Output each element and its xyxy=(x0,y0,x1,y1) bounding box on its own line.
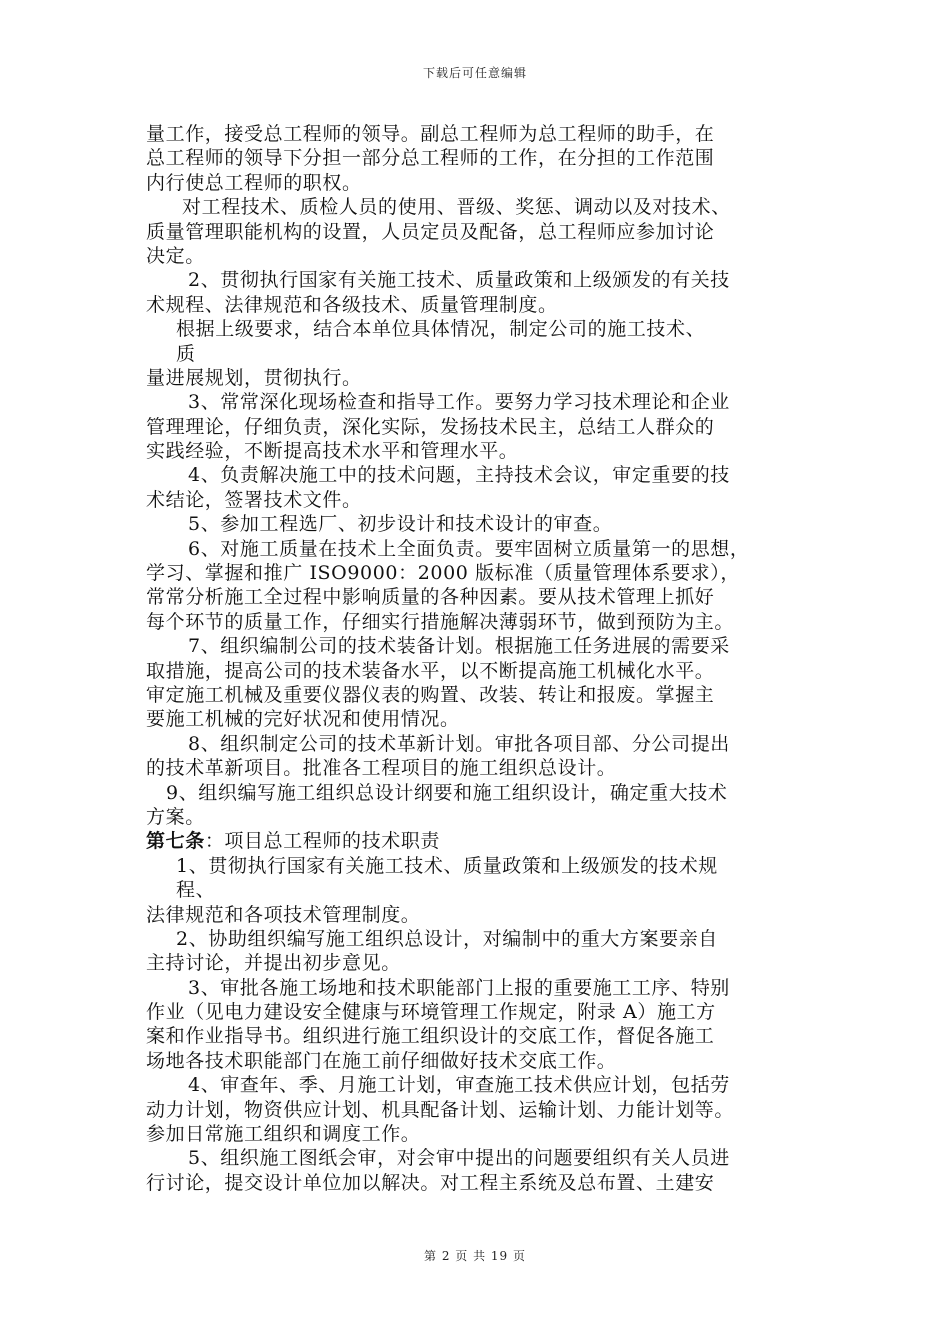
text-line-content: 量进展规划，贯彻执行。 xyxy=(146,366,362,389)
text-line xyxy=(146,1000,814,1024)
text-line-content: 管理理论，仔细负责，深化实际，发扬技术民主，总结工人群众的 xyxy=(146,415,715,438)
text-line xyxy=(146,561,814,585)
text-line-content: 主持讨论，并提出初步意见。 xyxy=(146,952,401,975)
text-line xyxy=(146,195,814,219)
text-line xyxy=(146,732,814,756)
text-line xyxy=(146,293,814,317)
text-line xyxy=(146,220,814,244)
text-line xyxy=(146,610,814,634)
text-line-content: 决定。 xyxy=(146,244,205,267)
text-line-content: 2、贯彻执行国家有关施工技术、质量政策和上级颁发的有关技 xyxy=(188,269,730,292)
text-line xyxy=(146,1024,814,1048)
text-line-content: 5、组织施工图纸会审，对会审中提出的问题要组织有关人员进 xyxy=(188,1147,730,1170)
text-line-content: 3、审批各施工场地和技术职能部门上报的重要施工工序、特别 xyxy=(188,976,730,999)
text-line-content: 取措施，提高公司的技术装备水平，以不断提高施工机械化水平。 xyxy=(146,659,715,682)
text-line-content: 法律规范和各项技术管理制度。 xyxy=(146,903,421,926)
text-line xyxy=(146,122,814,146)
text-line xyxy=(146,756,814,780)
text-line-content: 根据上级要求，结合本单位具体情况，制定公司的施工技术、 xyxy=(176,318,706,341)
page-footer: 第 2 页 共 19 页 xyxy=(424,1249,526,1263)
text-line-content: 程、 xyxy=(176,879,216,902)
text-line-content: 审定施工机械及重要仪器仪表的购置、改装、转让和报废。掌握主 xyxy=(146,683,715,706)
text-line-content: 内行使总工程师的职权。 xyxy=(146,171,362,194)
section-heading xyxy=(146,829,814,853)
text-line xyxy=(146,488,814,512)
text-line-content: 学习、掌握和推广 ISO9000：2000 版标准（质量管理体系要求）， xyxy=(146,562,740,585)
text-line-content: 参加日常施工组织和调度工作。 xyxy=(146,1123,421,1146)
text-line xyxy=(146,463,814,487)
text-line xyxy=(146,537,814,561)
text-line-content: 8、组织制定公司的技术革新计划。审批各项目部、分公司提出 xyxy=(188,732,730,755)
text-line xyxy=(146,659,814,683)
text-line-content: 9、组织编写施工组织总设计纲要和施工组织设计，确定重大技术 xyxy=(166,781,728,804)
text-line xyxy=(146,951,814,975)
text-line xyxy=(146,805,814,829)
text-line xyxy=(146,976,814,1000)
document-body xyxy=(146,122,814,1195)
text-line xyxy=(146,1073,814,1097)
text-line-content: 总工程师的领导下分担一部分总工程师的工作，在分担的工作范围 xyxy=(146,147,715,170)
text-line xyxy=(146,585,814,609)
text-line-content: 5、参加工程选厂、初步设计和技术设计的审查。 xyxy=(188,513,613,536)
text-line-content: 常常分析施工全过程中影响质量的各种因素。要从技术管理上抓好 xyxy=(146,586,715,609)
text-line xyxy=(146,317,814,341)
text-line xyxy=(146,1146,814,1170)
text-line xyxy=(146,878,814,902)
text-line xyxy=(146,781,814,805)
text-line xyxy=(146,390,814,414)
text-line-content: 每个环节的质量工作，仔细实行措施解决薄弱环节，做到预防为主。 xyxy=(146,610,735,633)
text-line-content: 动力计划，物资供应计划、机具配备计划、运输计划、力能计划等。 xyxy=(146,1098,735,1121)
section-heading-label: 第七条 xyxy=(146,830,205,853)
text-line xyxy=(146,171,814,195)
text-line-content: ：项目总工程师的技术职责 xyxy=(204,830,441,853)
text-line xyxy=(146,268,814,292)
text-line-content: 1、贯彻执行国家有关施工技术、质量政策和上级颁发的技术规 xyxy=(176,854,718,877)
text-line-content: 4、审查年、季、月施工计划，审查施工技术供应计划，包括劳 xyxy=(188,1074,730,1097)
text-line-content: 3、常常深化现场检查和指导工作。要努力学习技术理论和企业 xyxy=(188,391,730,414)
text-line-content: 术规程、法律规范和各级技术、质量管理制度。 xyxy=(146,293,558,316)
text-line-content: 量工作，接受总工程师的领导。副总工程师为总工程师的助手，在 xyxy=(146,123,715,145)
text-line xyxy=(146,634,814,658)
text-line xyxy=(146,146,814,170)
text-line-content: 质 xyxy=(176,342,196,365)
text-line xyxy=(146,439,814,463)
text-line-content: 要施工机械的完好状况和使用情况。 xyxy=(146,708,460,731)
text-line-content: 4、负责解决施工中的技术问题，主持技术会议，审定重要的技 xyxy=(188,464,730,487)
text-line xyxy=(146,707,814,731)
text-line xyxy=(146,683,814,707)
text-line xyxy=(146,342,814,366)
text-line xyxy=(146,903,814,927)
text-line xyxy=(146,854,814,878)
text-line-content: 案和作业指导书。组织进行施工组织设计的交底工作，督促各施工 xyxy=(146,1025,715,1048)
text-line xyxy=(146,1122,814,1146)
text-line-content: 的技术革新项目。批准各工程项目的施工组织总设计。 xyxy=(146,757,617,780)
text-line xyxy=(146,415,814,439)
text-line xyxy=(146,512,814,536)
text-line xyxy=(146,244,814,268)
text-line-content: 行讨论，提交设计单位加以解决。对工程主系统及总布置、土建安 xyxy=(146,1171,715,1194)
text-line xyxy=(146,927,814,951)
text-line-content: 6、对施工质量在技术上全面负责。要牢固树立质量第一的思想， xyxy=(188,537,750,560)
text-line-content: 2、协助组织编写施工组织总设计，对编制中的重大方案要亲自 xyxy=(176,927,718,950)
text-line-content: 方案。 xyxy=(146,805,205,828)
text-line-content: 场地各技术职能部门在施工前仔细做好技术交底工作。 xyxy=(146,1049,617,1072)
text-line xyxy=(146,1171,814,1195)
text-line xyxy=(146,366,814,390)
text-line-content: 对工程技术、质检人员的使用、晋级、奖惩、调动以及对技术、 xyxy=(182,196,731,219)
text-line-content: 实践经验，不断提高技术水平和管理水平。 xyxy=(146,440,519,463)
text-line-content: 质量管理职能机构的设置，人员定员及配备，总工程师应参加讨论 xyxy=(146,220,715,243)
text-line-content: 术结论，签署技术文件。 xyxy=(146,488,362,511)
text-line xyxy=(146,1098,814,1122)
text-line-content: 作业（见电力建设安全健康与环境管理工作规定，附录 A）施工方 xyxy=(146,1001,716,1024)
text-line xyxy=(146,1049,814,1073)
page-header: 下载后可任意编辑 xyxy=(422,66,527,80)
text-line-content: 7、组织编制公司的技术装备计划。根据施工任务进展的需要采 xyxy=(188,635,730,658)
